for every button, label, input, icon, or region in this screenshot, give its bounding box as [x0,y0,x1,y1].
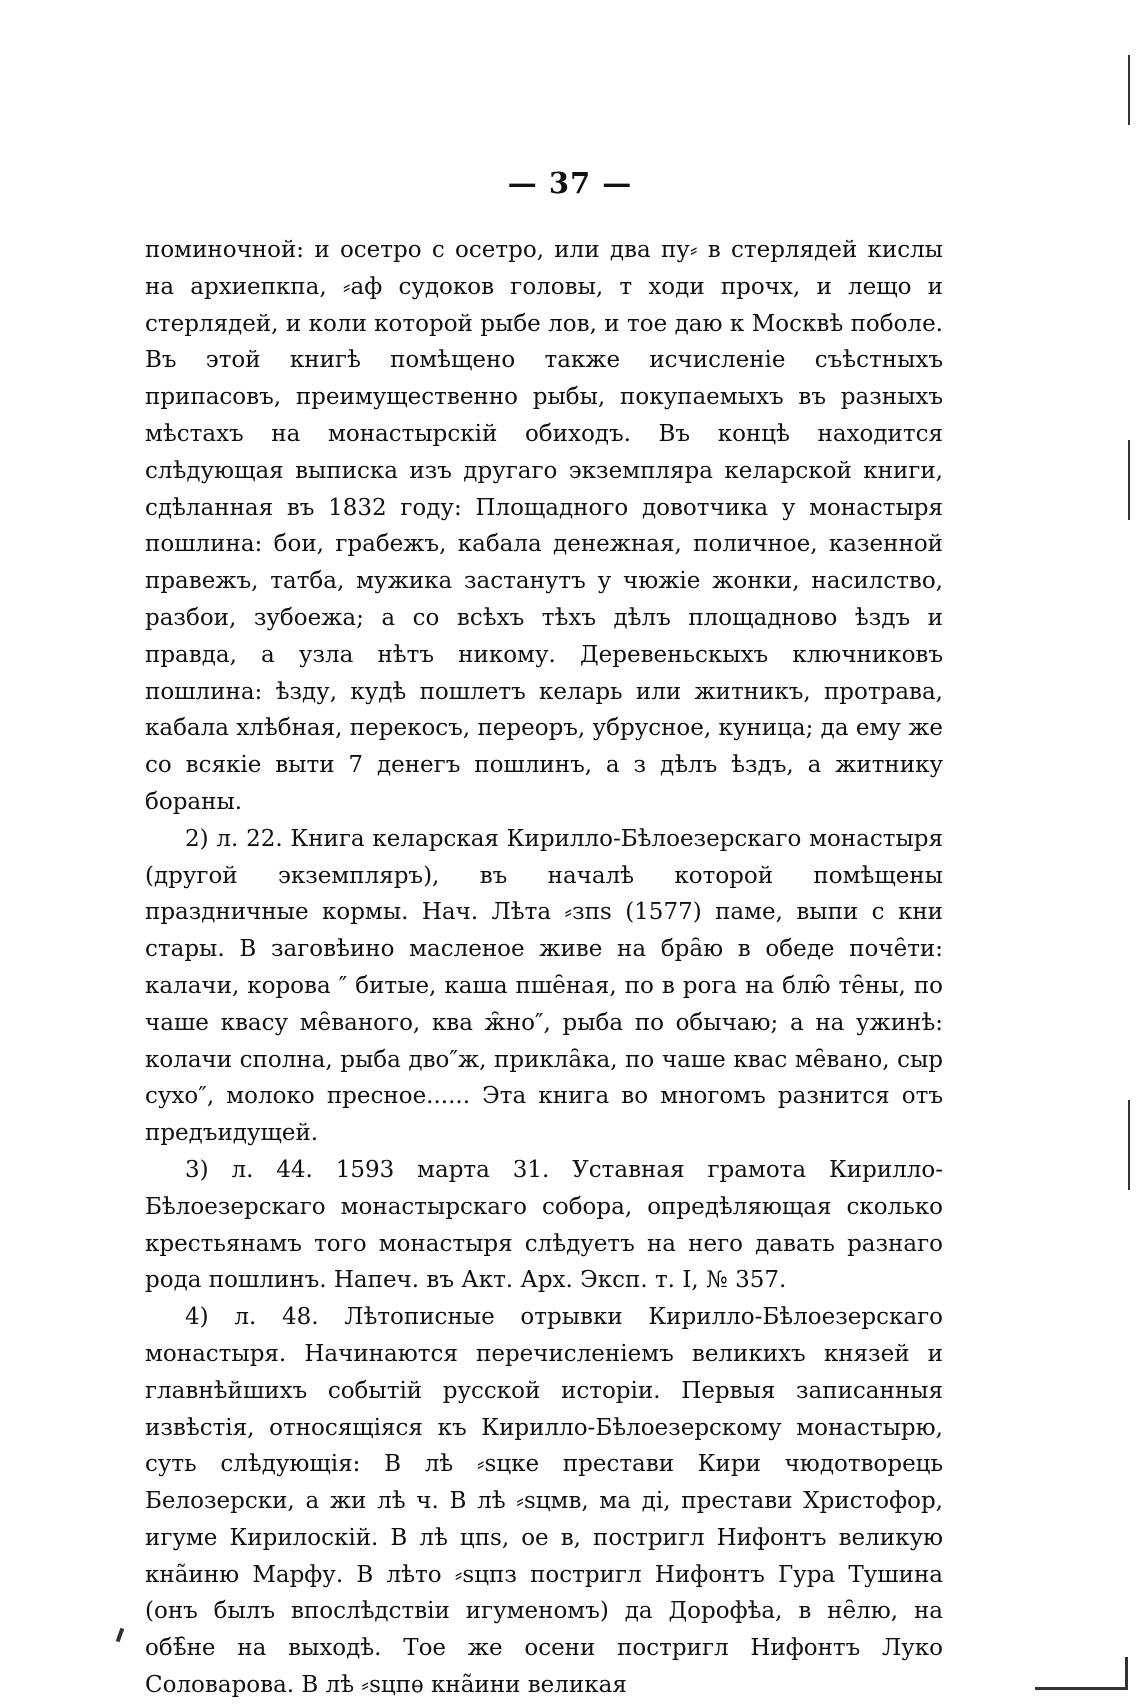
scan-speck [116,1628,125,1643]
scan-edge-mark [1128,1100,1130,1190]
paragraph-item-4: 4) л. 48. Лѣтописные отрывки Кирилло-Бѣлоезерскаго монастыря. Начинаются перечисленіемъ великихъ князей и главнѣйшихъ событій русской исторіи. Первыя записанныя извѣстія, относящіяся къ Кирилло-Бѣлоезерскому монастырю, суть слѣдующія: В лѣ ⸗ѕцке престави Кири чюдотворець Белозерски, а жи лѣ ч. В лѣ ⸗ѕцмв, ма ді, престави Христофор, игуме Кирилоскій. В лѣ цпѕ, ое в, постригл Нифонтъ великую кнãиню Марфу. В лѣто ⸗ѕцпз постригл Нифонтъ Гура Тушина (онъ былъ впослѣдствіи игуменомъ) да Дорофѣа, в не̑лю, на обѣ̑не на выходѣ. Тое же осени постригл Нифонтъ Луко Соловарова. В лѣ ⸗ѕцпѳ кнãини великая [145,1304,943,1699]
scan-edge-mark [1128,440,1130,520]
paragraph-item-3: 3) л. 44. 1593 марта 31. Уставная грамота Кирилло-Бѣлоезерскаго монастырскаго собора, опредѣляющая сколько крестьянамъ того монастыря слѣдуетъ на него давать разнаго рода пошлинъ. Напеч. въ Акт. Арх. Эксп. т. I, № 357. [145,1156,943,1294]
scan-edge-mark [1128,55,1130,125]
page-number: — 37 — [507,166,633,200]
body-text [145,232,943,1704]
scan-corner-mark [1035,1657,1128,1690]
paragraph-continued: поминочной: и осетро с осетро, или два пу⸗ в стерлядей кислы на архиепкпа, ⸗аф судоков головы, т ходи прочх, и лещо и стерлядей, и коли которой рыбе лов, и тое даю к Москвѣ поболе. Въ этой книгѣ помѣщено также исчисленіе съѣстныхъ припасовъ, преимущественно рыбы, покупаемыхъ въ разныхъ мѣстахъ на монастырскій обиходъ. Въ концѣ находится слѣдующая выписка изъ другаго экземпляра келарской книги, сдѣланная въ 1832 году: Площадного довотчика у монастыря пошлина: бои, грабежъ, кабала денежная, поличное, казенной правежъ, татба, мужика застанутъ у чюжіе жонки, насилство, разбои, зубоежа; а со всѣхъ тѣхъ дѣлъ площадново ѣздъ и правда, а узла нѣтъ никому. Деревеньскыхъ ключниковъ пошлина: ѣзду, кудѣ пошлетъ келарь или житникъ, протрава, кабала хлѣбная, перекосъ, переоръ, убрусное, куница; да ему же со всякіе выти 7 денегъ пошлинъ, а з дѣлъ ѣздъ, а житнику бораны. [145,237,943,815]
paragraph-item-2: 2) л. 22. Книга келарская Кирилло-Бѣлоезерскаго монастыря (другой экземпляръ), въ началѣ которой помѣщены праздничные кормы. Нач. Лѣта ⸗зпѕ (1577) паме, выпи с кни стары. В заговѣино масленое живе на бра̑ю в обеде поче̑ти: калачи, корова ″ битые, каша пше̑ная, по в рога на блю̑ те̑ны, по чаше квасу ме̑ваного, ква ж̑но″, рыба по обычаю; а на ужинѣ: колачи сполна, рыба дво″ж, прикла̑ка, по чаше квас ме̑вано, сыр сухо″, молоко пресное...... Эта книга во многомъ разнится отъ предъидущей. [145,825,943,1147]
